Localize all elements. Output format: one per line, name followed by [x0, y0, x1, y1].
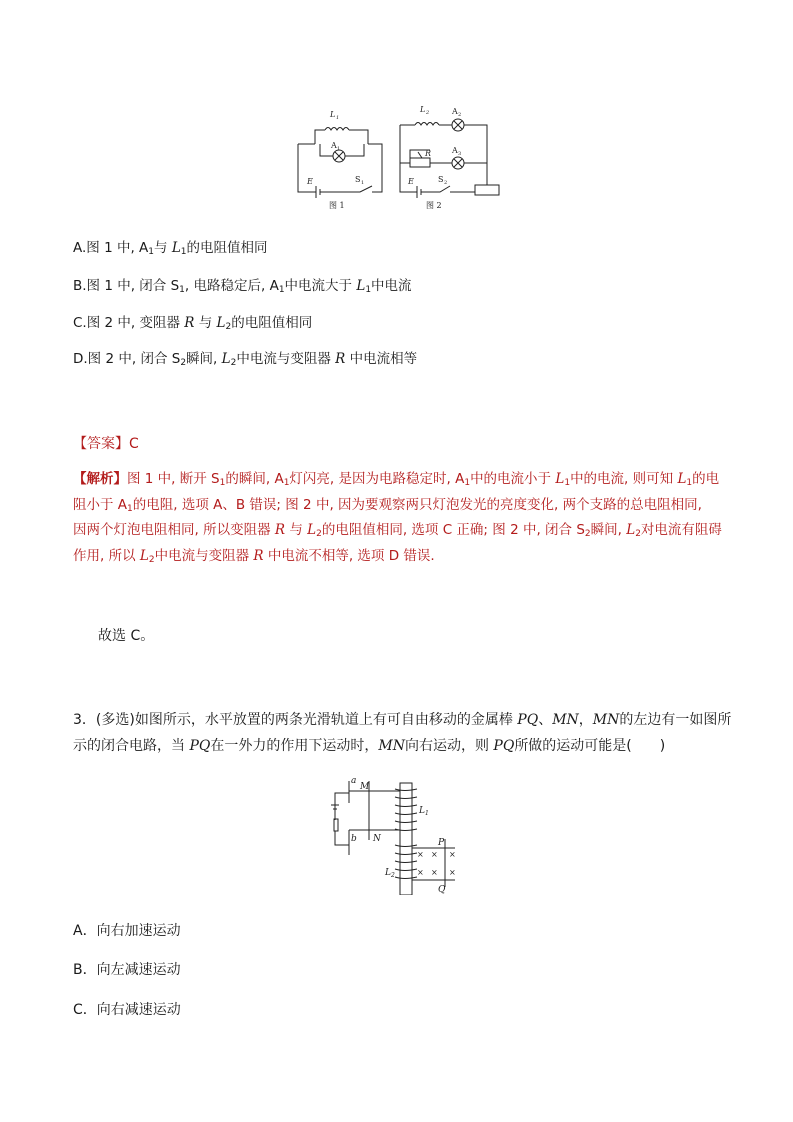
option-a: A.图 1 中, $A_1$与 $L_1$的电阻值相同 — [73, 240, 268, 257]
label-S2-sub: 2 — [444, 180, 448, 186]
caption-figure-1: 图 1 — [329, 201, 345, 210]
label-L2-sub: 2 — [426, 110, 430, 116]
magnetic-field-crosses — [417, 850, 456, 877]
q3-stem-line-1: 3．(多选)如图所示，水平放置的两条光滑轨道上有可自由移动的金属棒 PQ、MN，MN的左边有一如图所 — [73, 712, 732, 728]
svg-text:×: × — [431, 868, 438, 877]
q3-stem-line-2: 示的闭合电路，当 PQ在一外力的作用下运动时，MN向右运动，则 PQ所做的运动可能是( ) — [73, 738, 666, 754]
label-L1: L — [330, 110, 336, 119]
svg-text:×: × — [417, 868, 424, 877]
label-S1: S — [355, 175, 361, 184]
fig3-label-a: a — [351, 776, 357, 786]
svg-text:×: × — [417, 850, 424, 859]
label-S1-sub: 1 — [361, 180, 365, 186]
fig3-label-L1: L — [419, 806, 425, 816]
analysis-line-2: 阻小于 $A_1$的电阻, 选项 A、B 错误; 图 2 中, 因为要观察两只灯泡发光的亮度变化, 两个支路的总电阻相同, — [73, 497, 702, 514]
fig3-label-P: P — [438, 838, 445, 848]
rail-coil-figure — [325, 775, 465, 895]
answer-line — [73, 433, 139, 453]
circuit-figures — [290, 100, 505, 215]
analysis-line-1: 【解析】图 1 中, 断开 $S_1$的瞬间, $A_1$灯闪亮, 是因为电路稳定时, $A_1$中的电流小于 $L_1$中的电流, 则可知 $L_1$的电 — [73, 471, 720, 488]
analysis-line-4: 作用, 所以 $L_2$中电流与变阻器 R 中电流不相等, 选项 D 错误. — [73, 548, 435, 565]
label-S2: S — [438, 175, 444, 184]
label-A1-sub: 1 — [337, 146, 341, 152]
answer-value: C — [129, 436, 139, 452]
svg-text:×: × — [449, 868, 456, 877]
fig3-label-L2: L — [385, 868, 391, 878]
fig3-label-N: N — [373, 834, 381, 844]
svg-text:×: × — [449, 850, 456, 859]
fig3-label-Q: Q — [438, 885, 446, 895]
label-L2: L — [420, 105, 426, 114]
label-A2-sub: 2 — [458, 112, 462, 118]
label-A2: A — [452, 107, 458, 116]
q3-option-c: C．向右减速运动 — [73, 1002, 181, 1018]
label-R: R — [425, 149, 432, 158]
label-A3: A — [452, 146, 458, 155]
analysis-line-3: 因两个灯泡电阻相同, 所以变阻器 R 与 $L_2$的电阻值相同, 选项 C 正确; 图 2 中, 闭合 $S_2$瞬间, $L_2$对电流有阻碍 — [73, 522, 722, 539]
label-E2: E — [408, 177, 414, 186]
label-E1: E — [307, 177, 313, 186]
answer-label: 【答案】 — [73, 436, 129, 452]
option-d: D.图 2 中, 闭合 $S_2$瞬间, $L_2$中电流与变阻器 R 中电流相等 — [73, 351, 418, 368]
conclusion: 故选 C。 — [98, 628, 155, 644]
option-c: C.图 2 中, 变阻器 R 与 $L_2$的电阻值相同 — [73, 315, 313, 332]
svg-text:×: × — [431, 850, 438, 859]
fig3-label-L1-sub: 1 — [425, 810, 429, 817]
label-A3-sub: 3 — [458, 151, 462, 157]
caption-figure-2: 图 2 — [426, 201, 442, 210]
label-L1-sub: 1 — [336, 115, 340, 121]
option-b: B.图 1 中, 闭合 $S_1$, 电路稳定后, $A_1$中电流大于 $L_1$中电流 — [73, 278, 412, 295]
q3-option-a: A．向右加速运动 — [73, 923, 181, 939]
label-A1: A — [331, 141, 337, 150]
fig3-label-L2-sub: 2 — [391, 872, 395, 879]
fig3-label-b: b — [351, 834, 357, 844]
fig3-label-M: M — [360, 782, 370, 792]
q3-option-b: B．向左减速运动 — [73, 962, 181, 978]
